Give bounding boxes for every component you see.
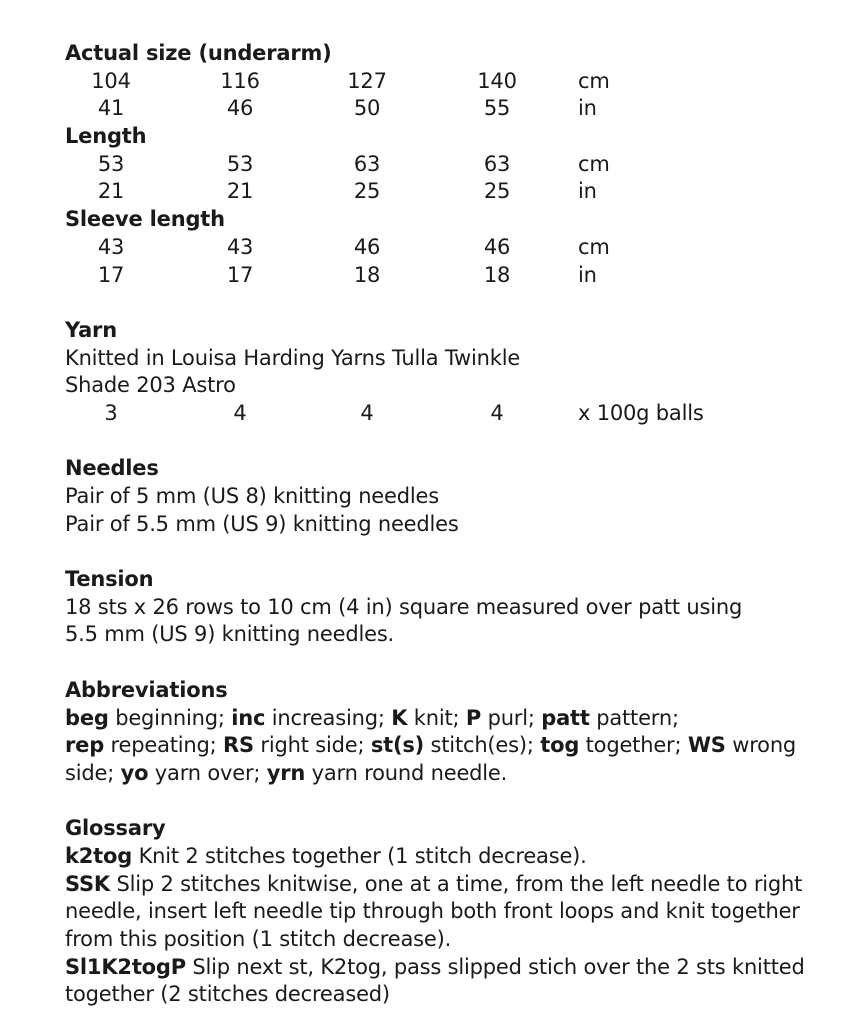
size-value: 104: [91, 68, 131, 93]
size-value: 41: [97, 96, 125, 121]
unit-label: cm: [578, 234, 610, 259]
size-value: 25: [483, 179, 511, 204]
abbrev-term: yo: [120, 760, 149, 785]
size-value: 55: [483, 96, 511, 121]
glossary-heading: Glossary: [65, 816, 166, 841]
unit-label: in: [578, 179, 597, 204]
size-value: 53: [97, 151, 125, 176]
size-value: 25: [353, 179, 381, 204]
unit-label: x 100g balls: [578, 400, 704, 425]
size-value: 21: [97, 179, 125, 204]
abbreviations-line: [65, 705, 825, 733]
abbrev-term: inc: [231, 705, 266, 730]
abbrev-term: st(s): [370, 733, 425, 758]
glossary-entry: [65, 954, 825, 1009]
yarn-heading: Yarn: [65, 317, 117, 342]
size-value: 127: [347, 68, 387, 93]
yarn-shade: Shade 203 Astro: [65, 373, 236, 398]
pattern-page: [65, 40, 825, 1009]
abbrev-def: purl;: [487, 705, 535, 730]
tension-heading: Tension: [65, 567, 154, 592]
abbrev-term: yrn: [266, 760, 306, 785]
size-value: 18: [353, 262, 381, 287]
size-value: 43: [226, 234, 254, 259]
size-value: 43: [97, 234, 125, 259]
unit-label: cm: [578, 151, 610, 176]
size-value: 63: [353, 151, 381, 176]
abbrev-term: beg: [65, 705, 109, 730]
abbrev-def: yarn round needle.: [311, 760, 508, 785]
yarn-balls-row: [65, 400, 825, 428]
unit-label: in: [578, 96, 597, 121]
length-in-row: [65, 178, 825, 206]
abbreviations-line: [65, 732, 825, 760]
abbrev-term: rep: [65, 733, 105, 758]
yarn-description: Knitted in Louisa Harding Yarns Tulla Twinkle: [65, 345, 521, 370]
abbrev-def: stitch(es);: [430, 733, 534, 758]
abbrev-def: pattern;: [596, 705, 679, 730]
size-value: 18: [483, 262, 511, 287]
glossary-entry: [65, 871, 825, 954]
size-value: 46: [353, 234, 381, 259]
abbrev-term: patt: [541, 705, 590, 730]
size-value: 116: [220, 68, 260, 93]
abbreviations-line: [65, 760, 825, 788]
abbrev-def: wrong: [732, 733, 797, 758]
balls-value: 3: [104, 400, 118, 425]
glossary-term: k2tog: [65, 843, 133, 868]
sleeve-length-heading: Sleeve length: [65, 207, 225, 232]
tension-text: 18 sts x 26 rows to 10 cm (4 in) square measured over patt using: [65, 594, 743, 619]
size-value: 50: [353, 96, 381, 121]
length-heading: Length: [65, 124, 147, 149]
size-value: 17: [226, 262, 254, 287]
needle-item: Pair of 5 mm (US 8) knitting needles: [65, 484, 439, 508]
glossary-entry: [65, 843, 825, 871]
abbreviations-heading: Abbreviations: [65, 677, 228, 702]
abbrev-term: RS: [223, 733, 254, 758]
glossary-term: SSK: [65, 871, 110, 896]
abbrev-def: side;: [65, 760, 115, 785]
glossary-def: Knit 2 stitches together (1 stitch decrease).: [138, 843, 587, 868]
abbrev-def: knit;: [413, 705, 460, 730]
sleeve-in-row: [65, 262, 825, 290]
length-cm-row: [65, 151, 825, 179]
balls-value: 4: [233, 400, 247, 425]
size-value: 21: [226, 179, 254, 204]
abbrev-def: increasing;: [271, 705, 385, 730]
size-value: 63: [483, 151, 511, 176]
size-value: 140: [477, 68, 517, 93]
abbrev-def: together;: [585, 733, 682, 758]
unit-label: cm: [578, 68, 610, 93]
needles-heading: Needles: [65, 456, 159, 481]
glossary-def: Slip 2 stitches knitwise, one at a time, from the left needle to right needle, insert left needle tip through both front loops and knit together from this position (1 stitch decrease).: [65, 871, 803, 952]
size-value: 46: [226, 96, 254, 121]
needle-item: Pair of 5.5 mm (US 9) knitting needles: [65, 511, 459, 536]
abbrev-term: tog: [540, 733, 580, 758]
abbrev-def: right side;: [260, 733, 365, 758]
abbrev-def: repeating;: [110, 733, 217, 758]
sleeve-cm-row: [65, 234, 825, 262]
abbrev-term: P: [465, 705, 482, 730]
balls-value: 4: [360, 400, 374, 425]
abbrev-def: beginning;: [115, 705, 225, 730]
glossary-term: Sl1K2togP: [65, 954, 186, 979]
actual-size-heading: Actual size (underarm): [65, 41, 332, 65]
size-value: 17: [97, 262, 125, 287]
abbrev-def: yarn over;: [154, 760, 261, 785]
abbrev-term: K: [391, 705, 408, 730]
actual-size-in-row: [65, 95, 825, 123]
glossary-def: Slip next st, K2tog, pass slipped stich over the 2 sts knitted together (2 stitches decreased): [65, 954, 805, 1007]
balls-value: 4: [490, 400, 504, 425]
size-value: 46: [483, 234, 511, 259]
actual-size-cm-row: [65, 68, 825, 96]
tension-text: 5.5 mm (US 9) knitting needles.: [65, 622, 395, 647]
abbrev-term: WS: [687, 733, 726, 758]
unit-label: in: [578, 262, 597, 287]
size-value: 53: [226, 151, 254, 176]
